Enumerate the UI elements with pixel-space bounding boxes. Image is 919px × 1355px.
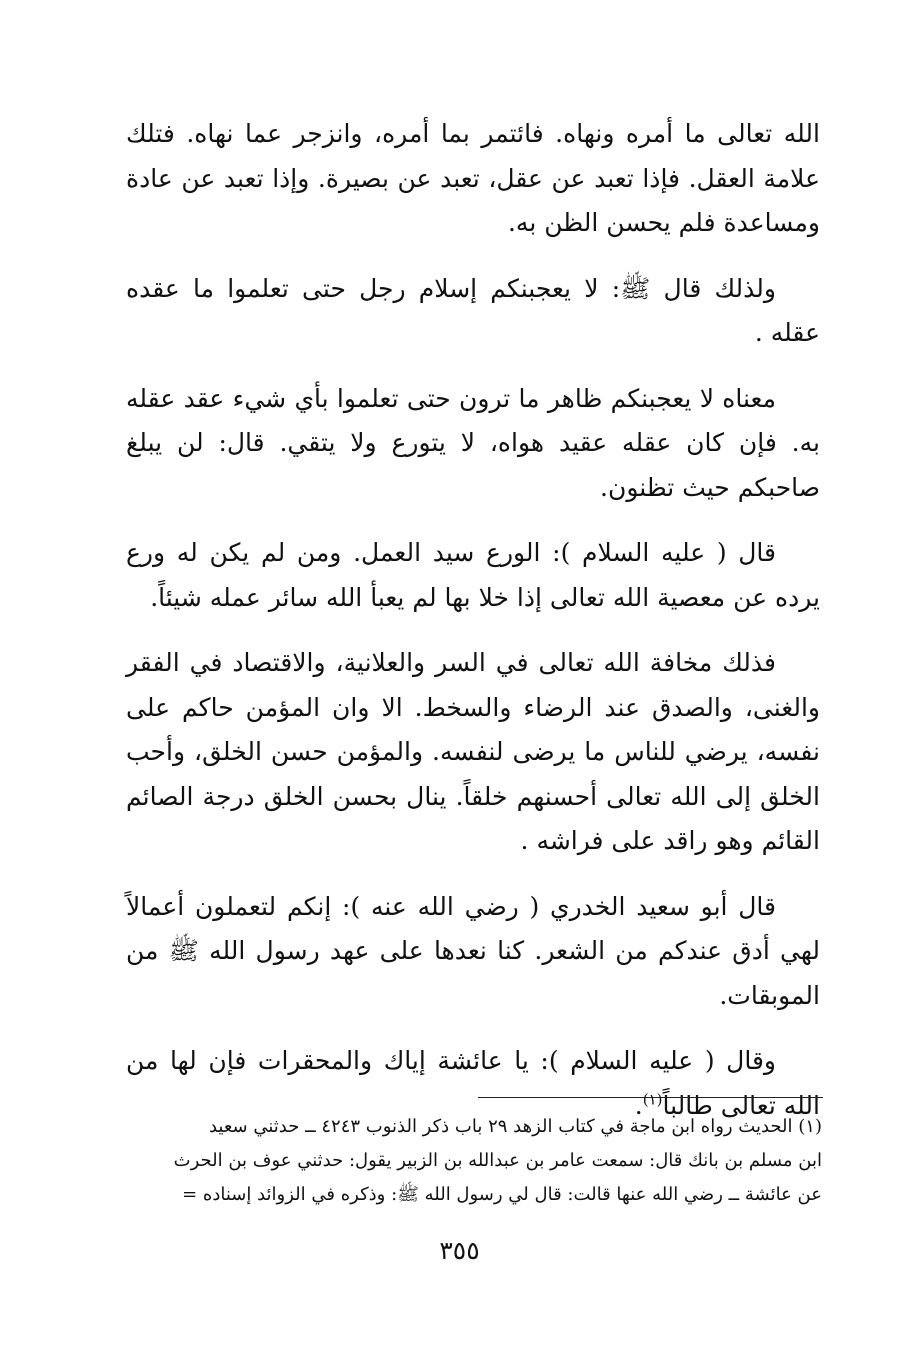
paragraph: الله تعالى ما أمره ونهاه. فائتمر بما أمره، وانزجر عما نهاه. فتلك علامة العقل. فإذا تعبد عن عقل، تعبد عن بصيرة. وإذا تعبد عن عادة ومساعدة فلم يحسن الظن به. <box>126 119 820 237</box>
footnote-line: (١) الحديث رواه ابن ماجة في كتاب الزهد ٢٩ باب ذكر الذنوب ٤٢٤٣ ــ حدثني سعيد <box>208 1116 822 1137</box>
footnote-reference[interactable]: (١) <box>642 1090 663 1109</box>
paragraph: ولذلك قال ﷺ: لا يعجبنكم إسلام رجل حتى تعلموا ما عقده عقله . <box>126 273 820 347</box>
page-number: ٣٥٥ <box>439 1236 480 1265</box>
paragraph: قال أبو سعيد الخدري ( رضي الله عنه ): إنكم لتعملون أعمالاً لهي أدق عندكم من الشعر. كنا نعدها على عهد رسول الله ﷺ من الموبقات. <box>126 891 820 1010</box>
paragraph: معناه لا يعجبنكم ظاهر ما ترون حتى تعلموا بأي شيء عقد عقله به. فإن كان عقله عقيد هواه، لا يتورع ولا يتقي. قال: لن يبلغ صاحبكم حيث تظنون. <box>126 383 820 502</box>
footnote-line: عن عائشة ــ رضي الله عنها قالت: قال لي رسول الله ﷺ: وذكره في الزوائد إسناده = <box>182 1184 822 1205</box>
footnote <box>122 1110 822 1212</box>
paragraph: فذلك مخافة الله تعالى في السر والعلانية، والاقتصاد في الفقر والغنى، والصدق عند الرضاء والسخط. الا وان المؤمن حاكم على نفسه، يرضي للناس ما يرضى لنفسه. والمؤمن حسن الخلق، وأحب الخلق إلى الله تعالى أحسنهم خلقاً. ينال بحسن الخلق درجة الصائم القائم وهو راقد على فراشه . <box>126 648 820 855</box>
paragraph: قال ( عليه السلام ): الورع سيد العمل. ومن لم يكن له ورع يرده عن معصية الله تعالى إذا خلا بها لم يعبأ الله سائر عمله شيئاً. <box>126 538 820 612</box>
main-text <box>126 112 820 1149</box>
footnote-separator <box>478 1097 823 1098</box>
paragraph-last-end: . <box>634 1090 643 1120</box>
footnote-line: ابن مسلم بن بانك قال: سمعت عامر بن عبدالله بن الزبير يقول: حدثني عوف بن الحرث <box>173 1150 822 1171</box>
paragraph-last-text: وقال ( عليه السلام ): يا عائشة إياك والمحقرات فإن لها من الله تعالى طالباً <box>126 1046 820 1120</box>
